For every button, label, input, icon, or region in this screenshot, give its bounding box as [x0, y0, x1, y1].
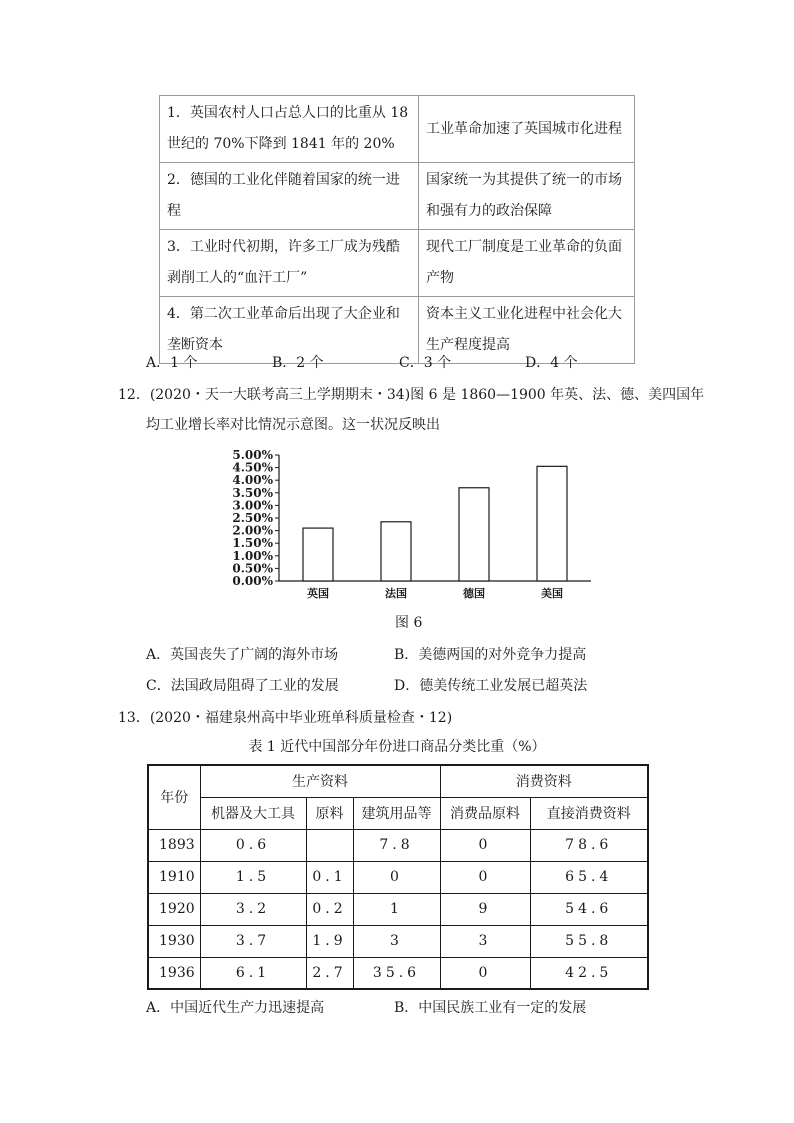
- value-cell: 0: [440, 861, 530, 893]
- header-year: 年份: [148, 765, 200, 829]
- q13-options: [146, 997, 666, 1019]
- q12-option-a: A．英国丧失了广阔的海外市场: [146, 647, 339, 663]
- y-tick-label: 1.00%: [232, 548, 273, 563]
- bar: [459, 488, 489, 581]
- statement-row: [160, 163, 635, 230]
- value-cell: 1.5: [200, 861, 306, 893]
- y-tick-label: 4.00%: [232, 473, 273, 488]
- q11-option-d: D．4 个: [525, 355, 578, 371]
- statement-fact: 4．第二次工业革命后出现了大企业和垄断资本: [160, 297, 419, 364]
- figure-caption: 图 6: [395, 615, 423, 631]
- value-cell: 54.6: [530, 893, 648, 925]
- q13-option-b: B．中国民族工业有一定的发展: [394, 1000, 587, 1016]
- y-tick-label: 4.50%: [232, 460, 273, 475]
- statement-table: [159, 95, 635, 364]
- header-production: 生产资料: [200, 765, 440, 797]
- value-cell: 42.5: [530, 957, 648, 989]
- table-row: [148, 861, 648, 893]
- header-direct-consumer: 直接消费资料: [530, 797, 648, 829]
- table-row: [148, 893, 648, 925]
- statement-row: [160, 230, 635, 297]
- table-row: [148, 957, 648, 989]
- y-tick-label: 0.50%: [232, 561, 273, 576]
- x-tick-label: 法国: [385, 587, 407, 600]
- y-tick-label: 2.00%: [232, 523, 273, 538]
- header-raw-materials: 原料: [306, 797, 353, 829]
- y-tick-label: 3.00%: [232, 498, 273, 513]
- statement-conclusion: 国家统一为其提供了统一的市场和强有力的政治保障: [419, 163, 635, 230]
- value-cell: 1: [353, 893, 440, 925]
- q12-stem-line1: 12．(2020・天一大联考高三上学期期末・34)图 6 是 1860—1900 年英、法、德、美四国年: [118, 387, 705, 403]
- y-tick-label: 1.50%: [232, 536, 273, 551]
- q11-option-b: B．2 个: [272, 355, 324, 371]
- q11-option-c: C．3 个: [399, 355, 452, 371]
- q13-option-a: A．中国近代生产力迅速提高: [146, 1000, 325, 1016]
- q12-stem-line2: 均工业增长率对比情况示意图。这一状况反映出: [146, 417, 440, 433]
- value-cell: 0.6: [200, 829, 306, 861]
- value-cell: 0.1: [306, 861, 353, 893]
- value-cell: 0.2: [306, 893, 353, 925]
- statement-conclusion: 工业革命加速了英国城市化进程: [419, 96, 635, 163]
- value-cell: 35.6: [353, 957, 440, 989]
- value-cell: 0: [440, 829, 530, 861]
- x-tick-label: 英国: [307, 587, 329, 600]
- y-tick-label: 3.50%: [232, 485, 273, 500]
- header-consumption: 消费资料: [440, 765, 648, 797]
- statement-conclusion: 现代工厂制度是工业革命的负面产物: [419, 230, 635, 297]
- value-cell: 3.2: [200, 893, 306, 925]
- y-tick-label: 2.50%: [232, 511, 273, 525]
- year-cell: 1936: [148, 957, 200, 989]
- value-cell: 6.1: [200, 957, 306, 989]
- value-cell: 9: [440, 893, 530, 925]
- value-cell: 1.9: [306, 925, 353, 957]
- q11-options: [146, 352, 666, 374]
- table-row: [148, 829, 648, 861]
- import-table: [147, 764, 649, 990]
- value-cell: 0: [353, 861, 440, 893]
- x-tick-label: 德国: [463, 587, 485, 600]
- bar: [381, 522, 411, 581]
- statement-fact: 2．德国的工业化伴随着国家的统一进程: [160, 163, 419, 230]
- value-cell: 3: [353, 925, 440, 957]
- value-cell: 55.8: [530, 925, 648, 957]
- x-tick-label: 美国: [541, 587, 563, 600]
- bar: [303, 528, 333, 581]
- year-cell: 1910: [148, 861, 200, 893]
- table-title: 表 1 近代中国部分年份进口商品分类比重（%）: [248, 739, 546, 755]
- statement-conclusion: 资本主义工业化进程中社会化大生产程度提高: [419, 297, 635, 364]
- q12-option-b: B．美德两国的对外竞争力提高: [394, 647, 587, 663]
- growth-rate-bar-chart: [225, 447, 595, 602]
- q12-option-d: D．德美传统工业发展已超英法: [394, 678, 588, 694]
- year-cell: 1930: [148, 925, 200, 957]
- q11-option-a: A．1 个: [146, 355, 198, 371]
- y-tick-label: 5.00%: [232, 448, 273, 462]
- q12-options-row2: [146, 675, 666, 697]
- value-cell: 78.6: [530, 829, 648, 861]
- value-cell: 2.7: [306, 957, 353, 989]
- header-consumer-raw: 消费品原料: [440, 797, 530, 829]
- statement-fact: 3．工业时代初期，许多工厂成为残酷剥削工人的“血汗工厂”: [160, 230, 419, 297]
- value-cell: [306, 829, 353, 861]
- bar: [537, 466, 567, 581]
- q12-options-row1: [146, 644, 666, 666]
- header-machinery: 机器及大工具: [200, 797, 306, 829]
- value-cell: 0: [440, 957, 530, 989]
- q13-stem: 13．(2020・福建泉州高中毕业班单科质量检查・12): [118, 710, 453, 726]
- table-row: [148, 925, 648, 957]
- q12-option-c: C．法国政局阻碍了工业的发展: [146, 678, 339, 694]
- value-cell: 3.7: [200, 925, 306, 957]
- value-cell: 7.8: [353, 829, 440, 861]
- statement-row: [160, 96, 635, 163]
- header-building: 建筑用品等: [353, 797, 440, 829]
- year-cell: 1920: [148, 893, 200, 925]
- year-cell: 1893: [148, 829, 200, 861]
- value-cell: 65.4: [530, 861, 648, 893]
- y-tick-label: 0.00%: [232, 574, 273, 588]
- value-cell: 3: [440, 925, 530, 957]
- statement-fact: 1．英国农村人口占总人口的比重从 18 世纪的 70%下降到 1841 年的 20%: [160, 96, 419, 163]
